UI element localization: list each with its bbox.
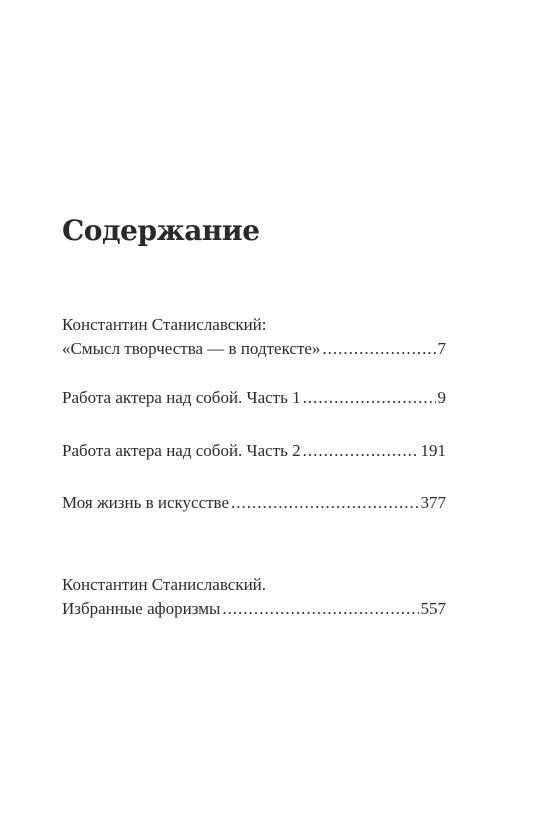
dot-leader (303, 386, 436, 410)
toc-entry-title: Работа актера над собой. Часть 1 (62, 388, 301, 407)
toc-entry-title-line: Константин Станиславский. (62, 575, 267, 594)
toc-entry-row (62, 491, 446, 515)
toc-entry-stanislavsky-intro[interactable] (62, 313, 446, 361)
toc-page-number: 377 (420, 493, 446, 512)
toc-entry-title: «Смысл творчества — в подтексте» (62, 339, 321, 358)
toc-entry-title-line: Константин Станиславский: (62, 315, 267, 334)
table-of-contents-page (62, 0, 446, 829)
toc-entry-title: Работа актера над собой. Часть 2 (62, 441, 301, 460)
toc-entry-actor-work-part-1[interactable] (62, 386, 446, 410)
dot-leader (303, 439, 419, 463)
toc-page-number: 557 (420, 599, 446, 618)
page-title: Содержание (62, 214, 260, 247)
toc-entry-row (62, 597, 446, 621)
toc-entry-title: Избранные афоризмы (62, 599, 221, 618)
toc-entry-aphorisms[interactable] (62, 573, 446, 621)
toc-page-number: 9 (437, 388, 446, 407)
toc-entry-actor-work-part-2[interactable] (62, 439, 446, 463)
toc-page-number: 191 (420, 441, 446, 460)
toc-page-number: 7 (437, 339, 446, 358)
toc-entry-row (62, 386, 446, 410)
dot-leader (322, 337, 435, 361)
toc-entry-title: Моя жизнь в искусстве (62, 493, 230, 512)
dot-leader (231, 491, 418, 515)
toc-entry-row (62, 337, 446, 361)
toc-entry-my-life-in-art[interactable] (62, 491, 446, 515)
dot-leader (222, 597, 418, 621)
toc-entry-row (62, 439, 446, 463)
